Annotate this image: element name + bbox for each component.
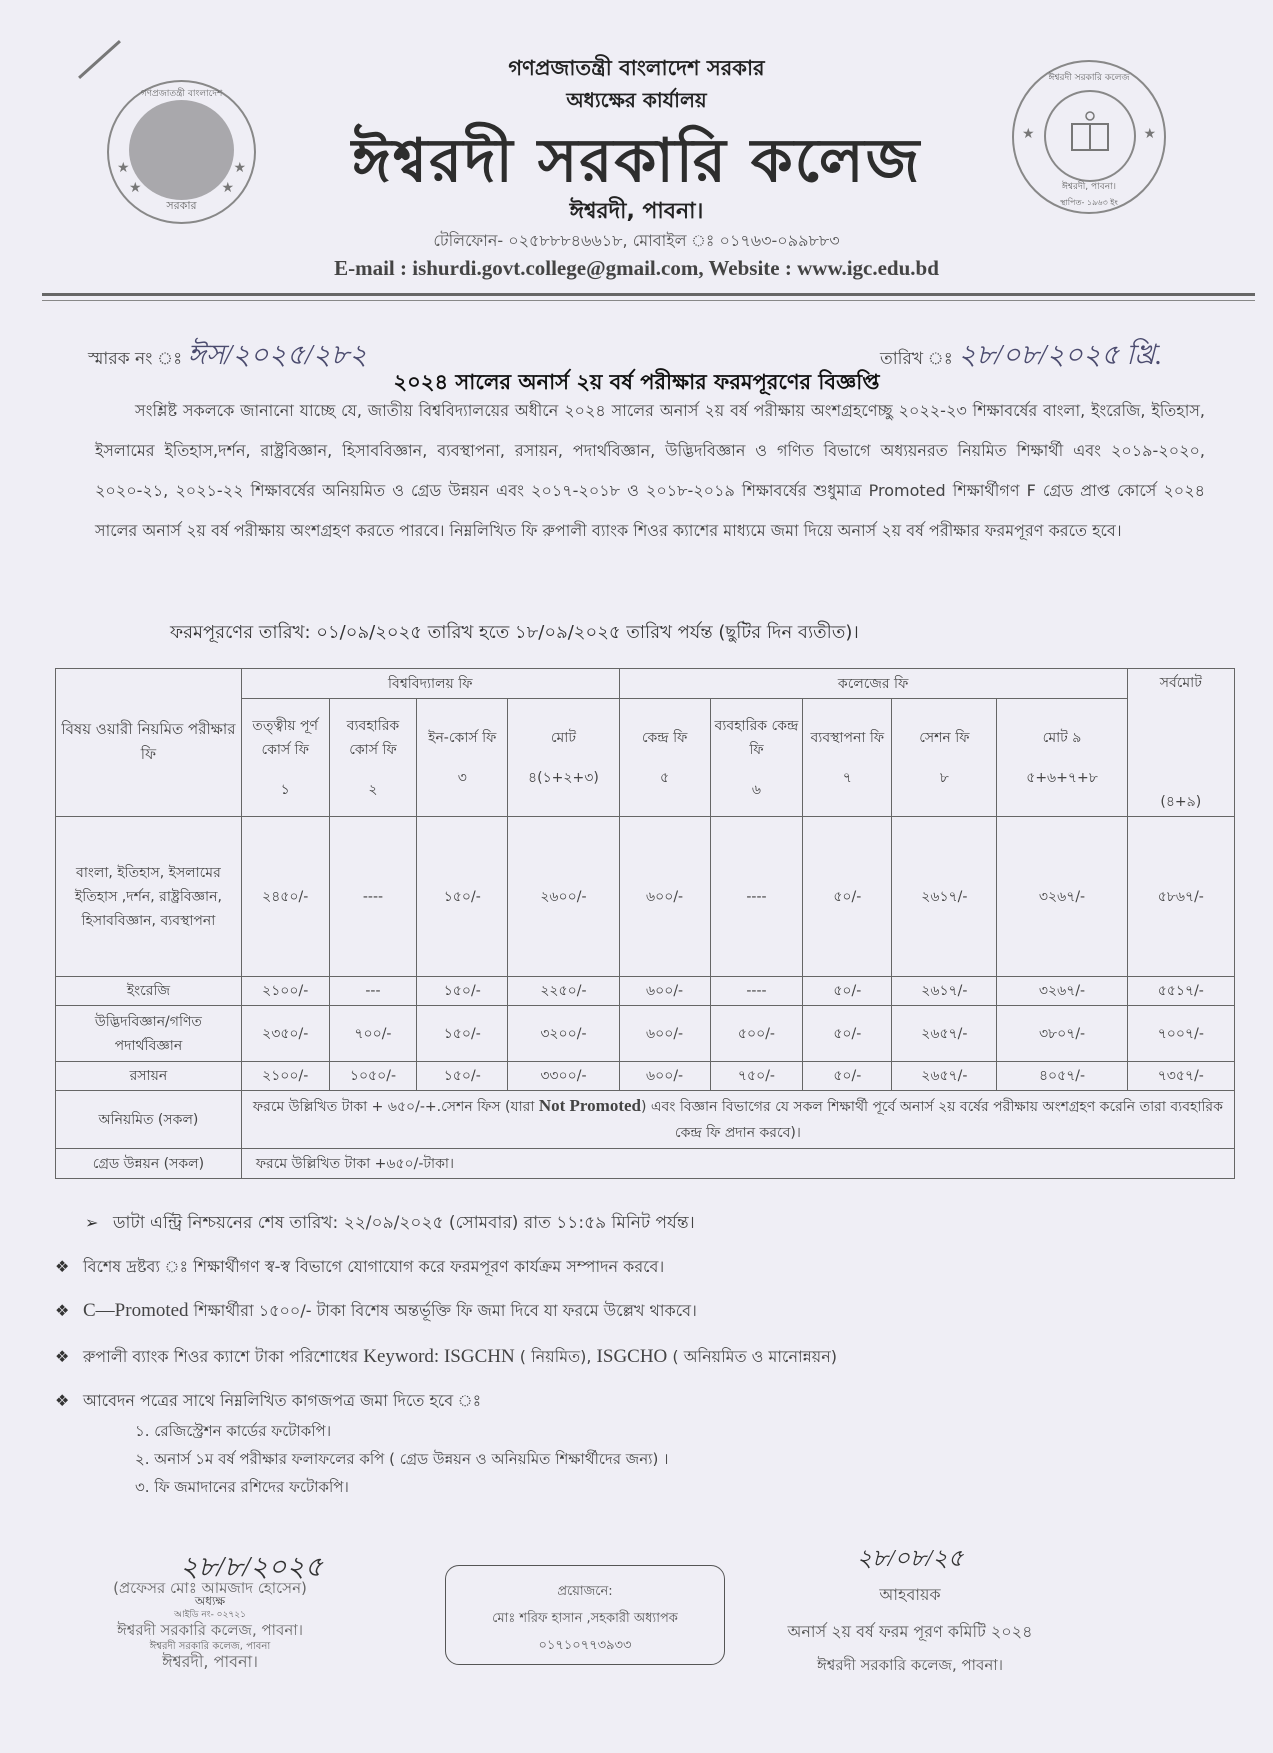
subject-cell: ইংরেজি	[56, 977, 242, 1006]
diamond-bullet-icon: ❖	[55, 1257, 70, 1276]
fee-cell: ৩২০০/-	[508, 1006, 619, 1062]
seal-bottom-text: সরকার	[166, 199, 197, 212]
column-header: ব্যবহারিক কোর্স ফি ২	[329, 699, 417, 817]
table-row	[56, 977, 1235, 1006]
fee-cell: ১৫০/-	[417, 1062, 508, 1091]
fee-cell: ৫০/-	[803, 1062, 892, 1091]
fee-cell: ৭৫০/-	[710, 1062, 803, 1091]
fee-cell: ২৬০০/-	[508, 817, 619, 977]
grade-improvement-row	[56, 1149, 1235, 1179]
diamond-bullet-icon: ❖	[55, 1391, 70, 1410]
diamond-bullet-icon: ❖	[55, 1347, 70, 1366]
irregular-note: ফরমে উল্লিখিত টাকা + ৬৫০/-+.সেশন ফিস (যারা Not Promoted) এবং বিজ্ঞান বিভাগের যে সকল শিক্ষার্থী পূর্বে অনার্স ২য় বর্ষের পরীক্ষায় অংশগ্রহণ করেনি তারা ব্যবহারিক কেন্দ্র ফি প্রদান করবে)।	[241, 1091, 1234, 1149]
star-icon: ★	[1143, 126, 1156, 142]
fee-cell: ৫০/-	[803, 1006, 892, 1062]
subject-cell: রসায়ন	[56, 1062, 242, 1091]
header-divider	[42, 293, 1255, 296]
fee-cell: ৩৩০০/-	[508, 1062, 619, 1091]
fee-cell: ২৩৫০/-	[241, 1006, 329, 1062]
date-label: তারিখ ঃ	[880, 349, 953, 369]
seal-bottom-text: ঈশ্বরদী, পাবনা।	[1062, 182, 1116, 192]
table-row	[56, 1006, 1235, 1062]
university-fee-header: বিশ্ববিদ্যালয় ফি	[241, 669, 619, 699]
contact-phone: ০১৭১০৭৭৩৯৩৩	[538, 1638, 632, 1653]
diamond-bullet-icon: ❖	[55, 1301, 70, 1320]
seal-top-text: গণপ্রজাতন্ত্রী বাংলাদেশ	[140, 89, 223, 99]
fee-cell: ২১০০/-	[241, 1062, 329, 1091]
office-line: অধ্যক্ষের কার্যালয়	[566, 88, 707, 112]
fee-cell: ৬০০/-	[619, 1006, 710, 1062]
fee-cell: ২৪৫০/-	[241, 817, 329, 977]
fee-cell: ----	[710, 817, 803, 977]
principal-signature: ২৮/৮/২০২৫	[180, 1552, 323, 1583]
column-header: মোট ৪(১+২+৩)	[508, 699, 619, 817]
document-item: ২. অনার্স ১ম বর্ষ পরীক্ষার ফলাফলের কপি ( গ্রেড উন্নয়ন ও অনিয়মিত শিক্ষার্থীদের জন্য) ।	[135, 1450, 669, 1468]
fee-cell: ৭০০৭/-	[1127, 1006, 1234, 1062]
subject-cell: উদ্ভিদবিজ্ঞান/গণিত পদার্থবিজ্ঞান	[56, 1006, 242, 1062]
star-icon: ★	[117, 160, 130, 176]
grade-improvement-label: গ্রেড উন্নয়ন (সকল)	[56, 1149, 242, 1179]
principal-id: আইডি নং- ০২৭২১	[174, 1610, 246, 1620]
fee-cell: ১০৫০/-	[329, 1062, 417, 1091]
star-icon: ★	[129, 180, 142, 196]
seal-established: স্থাপিত- ১৯৬৩ ইং	[1060, 198, 1118, 207]
fee-cell: ১৫০/-	[417, 1006, 508, 1062]
principal-location: ঈশ্বরদী, পাবনা।	[162, 1652, 258, 1671]
fee-cell: ৩২৬৭/-	[997, 817, 1127, 977]
fee-cell: ৩২৬৭/-	[997, 977, 1127, 1006]
fee-cell: ২১০০/-	[241, 977, 329, 1006]
fee-cell: ৫০/-	[803, 977, 892, 1006]
column-header: সেশন ফি ৮	[892, 699, 997, 817]
fee-cell: ৬০০/-	[619, 977, 710, 1006]
fee-cell: ----	[710, 977, 803, 1006]
column-header: (৪+৯)	[1127, 699, 1234, 817]
notice-title: ২০২৪ সালের অনার্স ২য় বর্ষ পরীক্ষার ফরমপূরণের বিজ্ঞপ্তি	[393, 370, 880, 394]
contact-name: মোঃ শরিফ হাসান ,সহকারী অধ্যাপক	[492, 1611, 678, 1626]
principal-college: ঈশ্বরদী সরকারি কলেজ, পাবনা।	[116, 1621, 304, 1639]
fee-cell: ২৬১৭/-	[892, 977, 997, 1006]
fee-cell: ২৬৫৭/-	[892, 1062, 997, 1091]
fee-cell: ৫৮৬৭/-	[1127, 817, 1234, 977]
convener-title: আহবায়ক	[879, 1585, 941, 1604]
fee-cell: ৫৫১৭/-	[1127, 977, 1234, 1006]
fee-cell: ৪০৫৭/-	[997, 1062, 1127, 1091]
contact-label: প্রয়োজনে:	[557, 1584, 613, 1599]
column-header: মোট ৯ ৫+৬+৭+৮	[997, 699, 1127, 817]
notice-body: সংশ্লিষ্ট সকলকে জানানো যাচ্ছে যে, জাতীয় বিশ্ববিদ্যালয়ের অধীনে ২০২৪ সালের অনার্স ২য় বর্ষ পরীক্ষায় অংশগ্রহণেচ্ছু ২০২২-২৩ শিক্ষাবর্ষের বাংলা, ইংরেজি, ইতিহাস, ইসলামের ইতিহাস,দর্শন, রাষ্ট্রবিজ্ঞান, হিসাববিজ্ঞান, ব্যবস্থাপনা, রসায়ন, পদার্থবিজ্ঞান, উদ্ভিদবিজ্ঞান ও গণিত বিভাগে অধ্যয়নরত নিয়মিত শিক্ষার্থী এবং ২০১৯-২০২০, ২০২০-২১, ২০২১-২২ শিক্ষাবর্ষের অনিয়মিত ও গ্রেড উন্নয়ন এবং ২০১৭-২০১৮ ও ২০১৮-২০১৯ শিক্ষাবর্ষের শুধুমাত্র Promoted শিক্ষার্থীগণ F গ্রেড প্রাপ্ত কোর্সে ২০২৪ সালের অনার্স ২য় বর্ষ পরীক্ষায় অংশগ্রহণ করতে পারবে। নিম্নলিখিত ফি রুপালী ব্যাংক শিওর ক্যাশের মাধ্যমে জমা দিয়ে অনার্স ২য় বর্ষ পরীক্ষার ফরমপূরণ করতে হবে।	[95, 401, 1205, 540]
fee-cell: ১৫০/-	[417, 817, 508, 977]
convener-college: ঈশ্বরদী সরকারি কলেজ, পাবনা।	[816, 1656, 1004, 1674]
star-icon: ★	[1022, 126, 1035, 142]
fee-cell: ৫০০/-	[710, 1006, 803, 1062]
document-item: ৩. ফি জমাদানের রশিদের ফটোকপি।	[135, 1478, 349, 1496]
fee-cell: ২৬৫৭/-	[892, 1006, 997, 1062]
table-row	[56, 1062, 1235, 1091]
subject-cell: বাংলা, ইতিহাস, ইসলামের ইতিহাস ,দর্শন, রাষ্ট্রবিজ্ঞান, হিসাববিজ্ঞান, ব্যবস্থাপনা	[56, 817, 242, 977]
table-row	[56, 817, 1235, 977]
fee-cell: ----	[329, 817, 417, 977]
document-item: ১. রেজিস্ট্রেশন কার্ডের ফটোকপি।	[135, 1422, 332, 1440]
special-note: ❖ বিশেষ দ্রষ্টব্য ঃ শিক্ষার্থীগণ স্ব-স্ব বিভাগে যোগাযোগ করে ফরমপূরণ কার্যক্রম সম্পাদন করবে।	[55, 1257, 665, 1276]
fee-cell: ৭৩৫৭/-	[1127, 1062, 1234, 1091]
fee-cell: ২২৫০/-	[508, 977, 619, 1006]
grand-total-header: সর্বমোট	[1127, 669, 1234, 699]
fee-cell: ২৬১৭/-	[892, 817, 997, 977]
government-line: গণপ্রজাতন্ত্রী বাংলাদেশ সরকার	[508, 56, 765, 80]
c-promoted-note: ❖ C—Promoted শিক্ষার্থীরা ১৫০০/- টাকা বিশেষ অন্তর্ভূক্তি ফি জমা দিবে যা ফরমে উল্লেখ থাকবে।	[55, 1300, 697, 1321]
column-header: তত্ত্বীয় পূর্ণ কোর্স ফি ১	[241, 699, 329, 817]
star-icon: ★	[221, 180, 234, 196]
grade-improvement-note: ফরমে উল্লিখিত টাকা +৬৫০/-টাকা।	[241, 1149, 1234, 1179]
irregular-row	[56, 1091, 1235, 1149]
principal-stamp: ঈশ্বরদী সরকারি কলেজ, পাবনা	[149, 1641, 271, 1652]
committee-name: অনার্স ২য় বর্ষ ফরম পূরণ কমিটি ২০২৪	[787, 1622, 1033, 1641]
arrow-bullet-icon: ➢	[85, 1213, 99, 1232]
principal-title: অধ্যক্ষ	[194, 1594, 226, 1608]
star-icon: ★	[233, 160, 246, 176]
email-line: E-mail : ishurdi.govt.college@gmail.com, Website : www.igc.edu.bd	[334, 256, 939, 280]
documents-intro: ❖ আবেদন পত্রের সাথে নিম্নলিখিত কাগজপত্র জমা দিতে হবে ঃ	[55, 1391, 482, 1410]
column-header: কেন্দ্র ফি ৫	[619, 699, 710, 817]
fee-cell: ১৫০/-	[417, 977, 508, 1006]
date-value: ২৮/০৮/২০২৫ খ্রি.	[958, 340, 1163, 371]
fee-cell: ৬০০/-	[619, 817, 710, 977]
convener-signature: ২৮/০৮/২৫	[856, 1546, 964, 1572]
fee-cell: ---	[329, 977, 417, 1006]
fee-cell: ৫০/-	[803, 817, 892, 977]
college-name: ঈশ্বরদী সরকারি কলেজ	[351, 126, 922, 196]
college-fee-header: কলেজের ফি	[619, 669, 1127, 699]
column-header: ব্যবহারিক কেন্দ্র ফি ৬	[710, 699, 803, 817]
form-fill-dates: ফরমপূরণের তারিখ: ০১/০৯/২০২৫ তারিখ হতে ১৮/০৯/২০২৫ তারিখ পর্যন্ত (ছুটির দিন ব্যতীত)।	[170, 622, 859, 643]
memo-value: ঈস/২০২৫/২৮২	[187, 340, 368, 371]
phone-line: টেলিফোন- ০২৫৮৮৮৪৬৬১৮, মোবাইল ঃ ০১৭৬৩-০৯৯৮৮৩	[433, 231, 840, 250]
fee-table	[55, 668, 1235, 1179]
column-header: ইন-কোর্স ফি ৩	[417, 699, 508, 817]
fee-cell: ৭০০/-	[329, 1006, 417, 1062]
column-header: ব্যবস্থাপনা ফি ৭	[803, 699, 892, 817]
data-entry-deadline: ➢ ডাটা এন্ট্রি নিশ্চয়নের শেষ তারিখ: ২২/০৯/২০২৫ (সোমবার) রাত ১১:৫৯ মিনিট পর্যন্ত।	[85, 1213, 695, 1233]
college-location: ঈশ্বরদী, পাবনা।	[569, 199, 704, 224]
row-header-cell: বিষয় ওয়ারী নিয়মিত পরীক্ষার ফি	[56, 669, 242, 817]
memo-label: স্মারক নং ঃ	[88, 349, 183, 369]
fee-cell: ৩৮০৭/-	[997, 1006, 1127, 1062]
principal-name: (প্রফেসর মোঃ আমজাদ হোসেন)	[113, 1579, 307, 1597]
convener-signature-block	[760, 1540, 1060, 1679]
fee-cell: ৬০০/-	[619, 1062, 710, 1091]
contact-box	[445, 1565, 725, 1665]
seal-top-text: ঈশ্বরদী সরকারি কলেজ	[1048, 73, 1130, 83]
header-divider	[42, 300, 1255, 301]
payment-keyword-note: ❖ রুপালী ব্যাংক শিওর ক্যাশে টাকা পরিশোধের Keyword: ISGCHN ( নিয়মিত), ISGCHO ( অনিয়মিত ও মানোন্নয়ন)	[55, 1346, 838, 1367]
irregular-label: অনিয়মিত (সকল)	[56, 1091, 242, 1149]
